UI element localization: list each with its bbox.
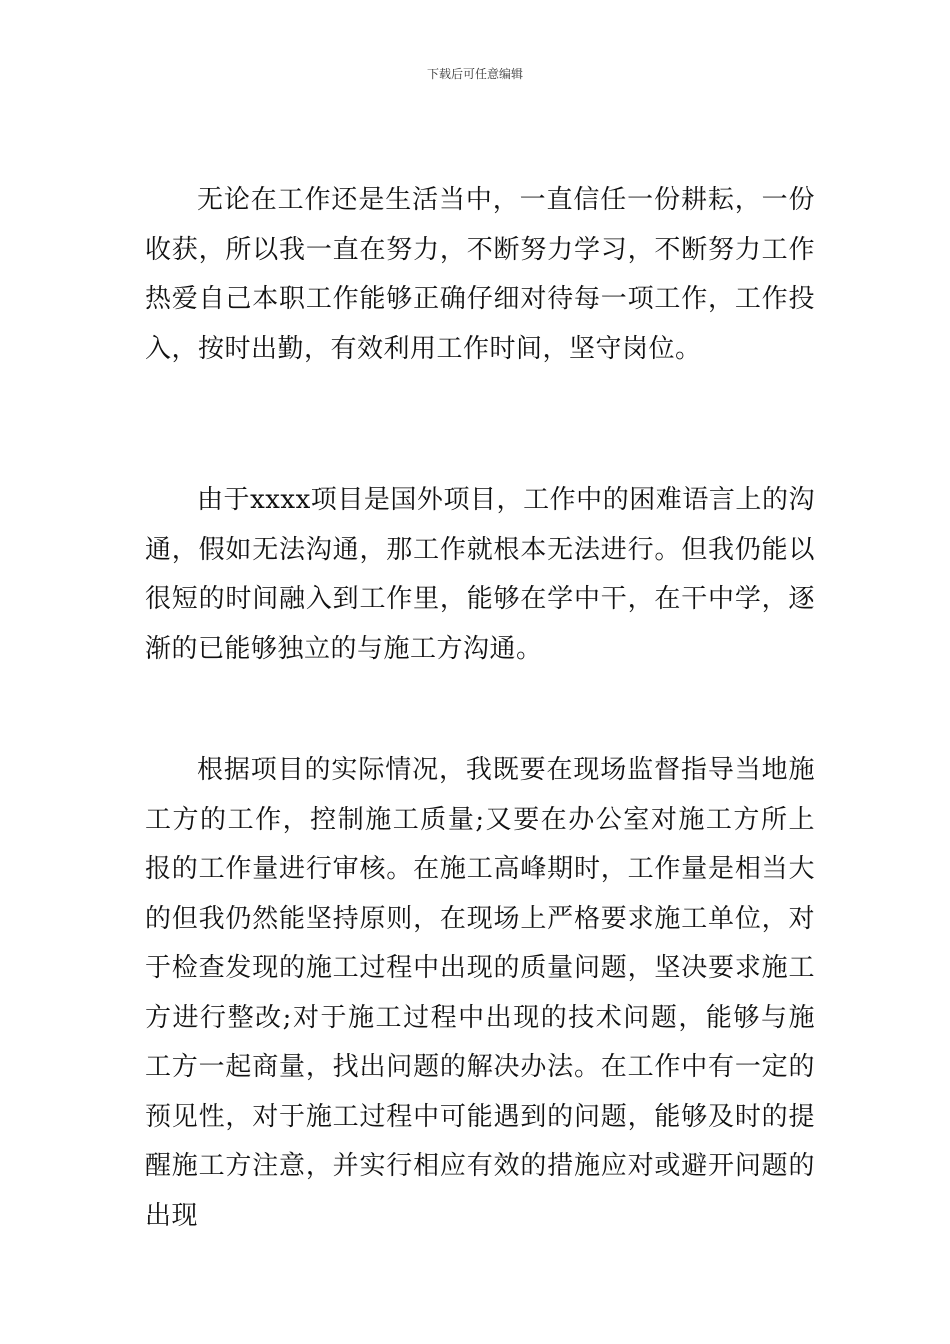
paragraph-construction-supervision: 根据项目的实际情况，我既要在现场监督指导当地施工方的工作，控制施工质量;又要在办公室对施工方所上报的工作量进行审核。在施工高峰期时，工作量是相当大的但我仍然能坚持原则，在现场上严格要求施工单位，对于检查发现的施工过程中出现的质量问题，坚决要求施工方进行整改;对于施工过程中出现的技术问题，能够与施工方一起商量，找出问题的解决办法。在工作中有一定的预见性，对于施工过程中可能遇到的问题，能够及时的提醒施工方注意，并实行相应有效的措施应对或避开问题的出现 [145, 755, 815, 1231]
paragraph-language-communication: 由于xxxx项目是国外项目，工作中的困难语言上的沟通，假如无法沟通，那工作就根本无法进行。但我仍能以很短的时间融入到工作里，能够在学中干，在干中学，逐渐的已能够独立的与施工方沟通。 [145, 485, 815, 664]
paragraph-work-attitude: 无论在工作还是生活当中，一直信任一份耕耘，一份收获，所以我一直在努力，不断努力学习，不断努力工作热爱自己本职工作能够正确仔细对待每一项工作，工作投入，按时出勤，有效利用工作时间，坚守岗位。 [145, 185, 815, 364]
page-header-note: 下载后可任意编辑 [426, 67, 523, 81]
